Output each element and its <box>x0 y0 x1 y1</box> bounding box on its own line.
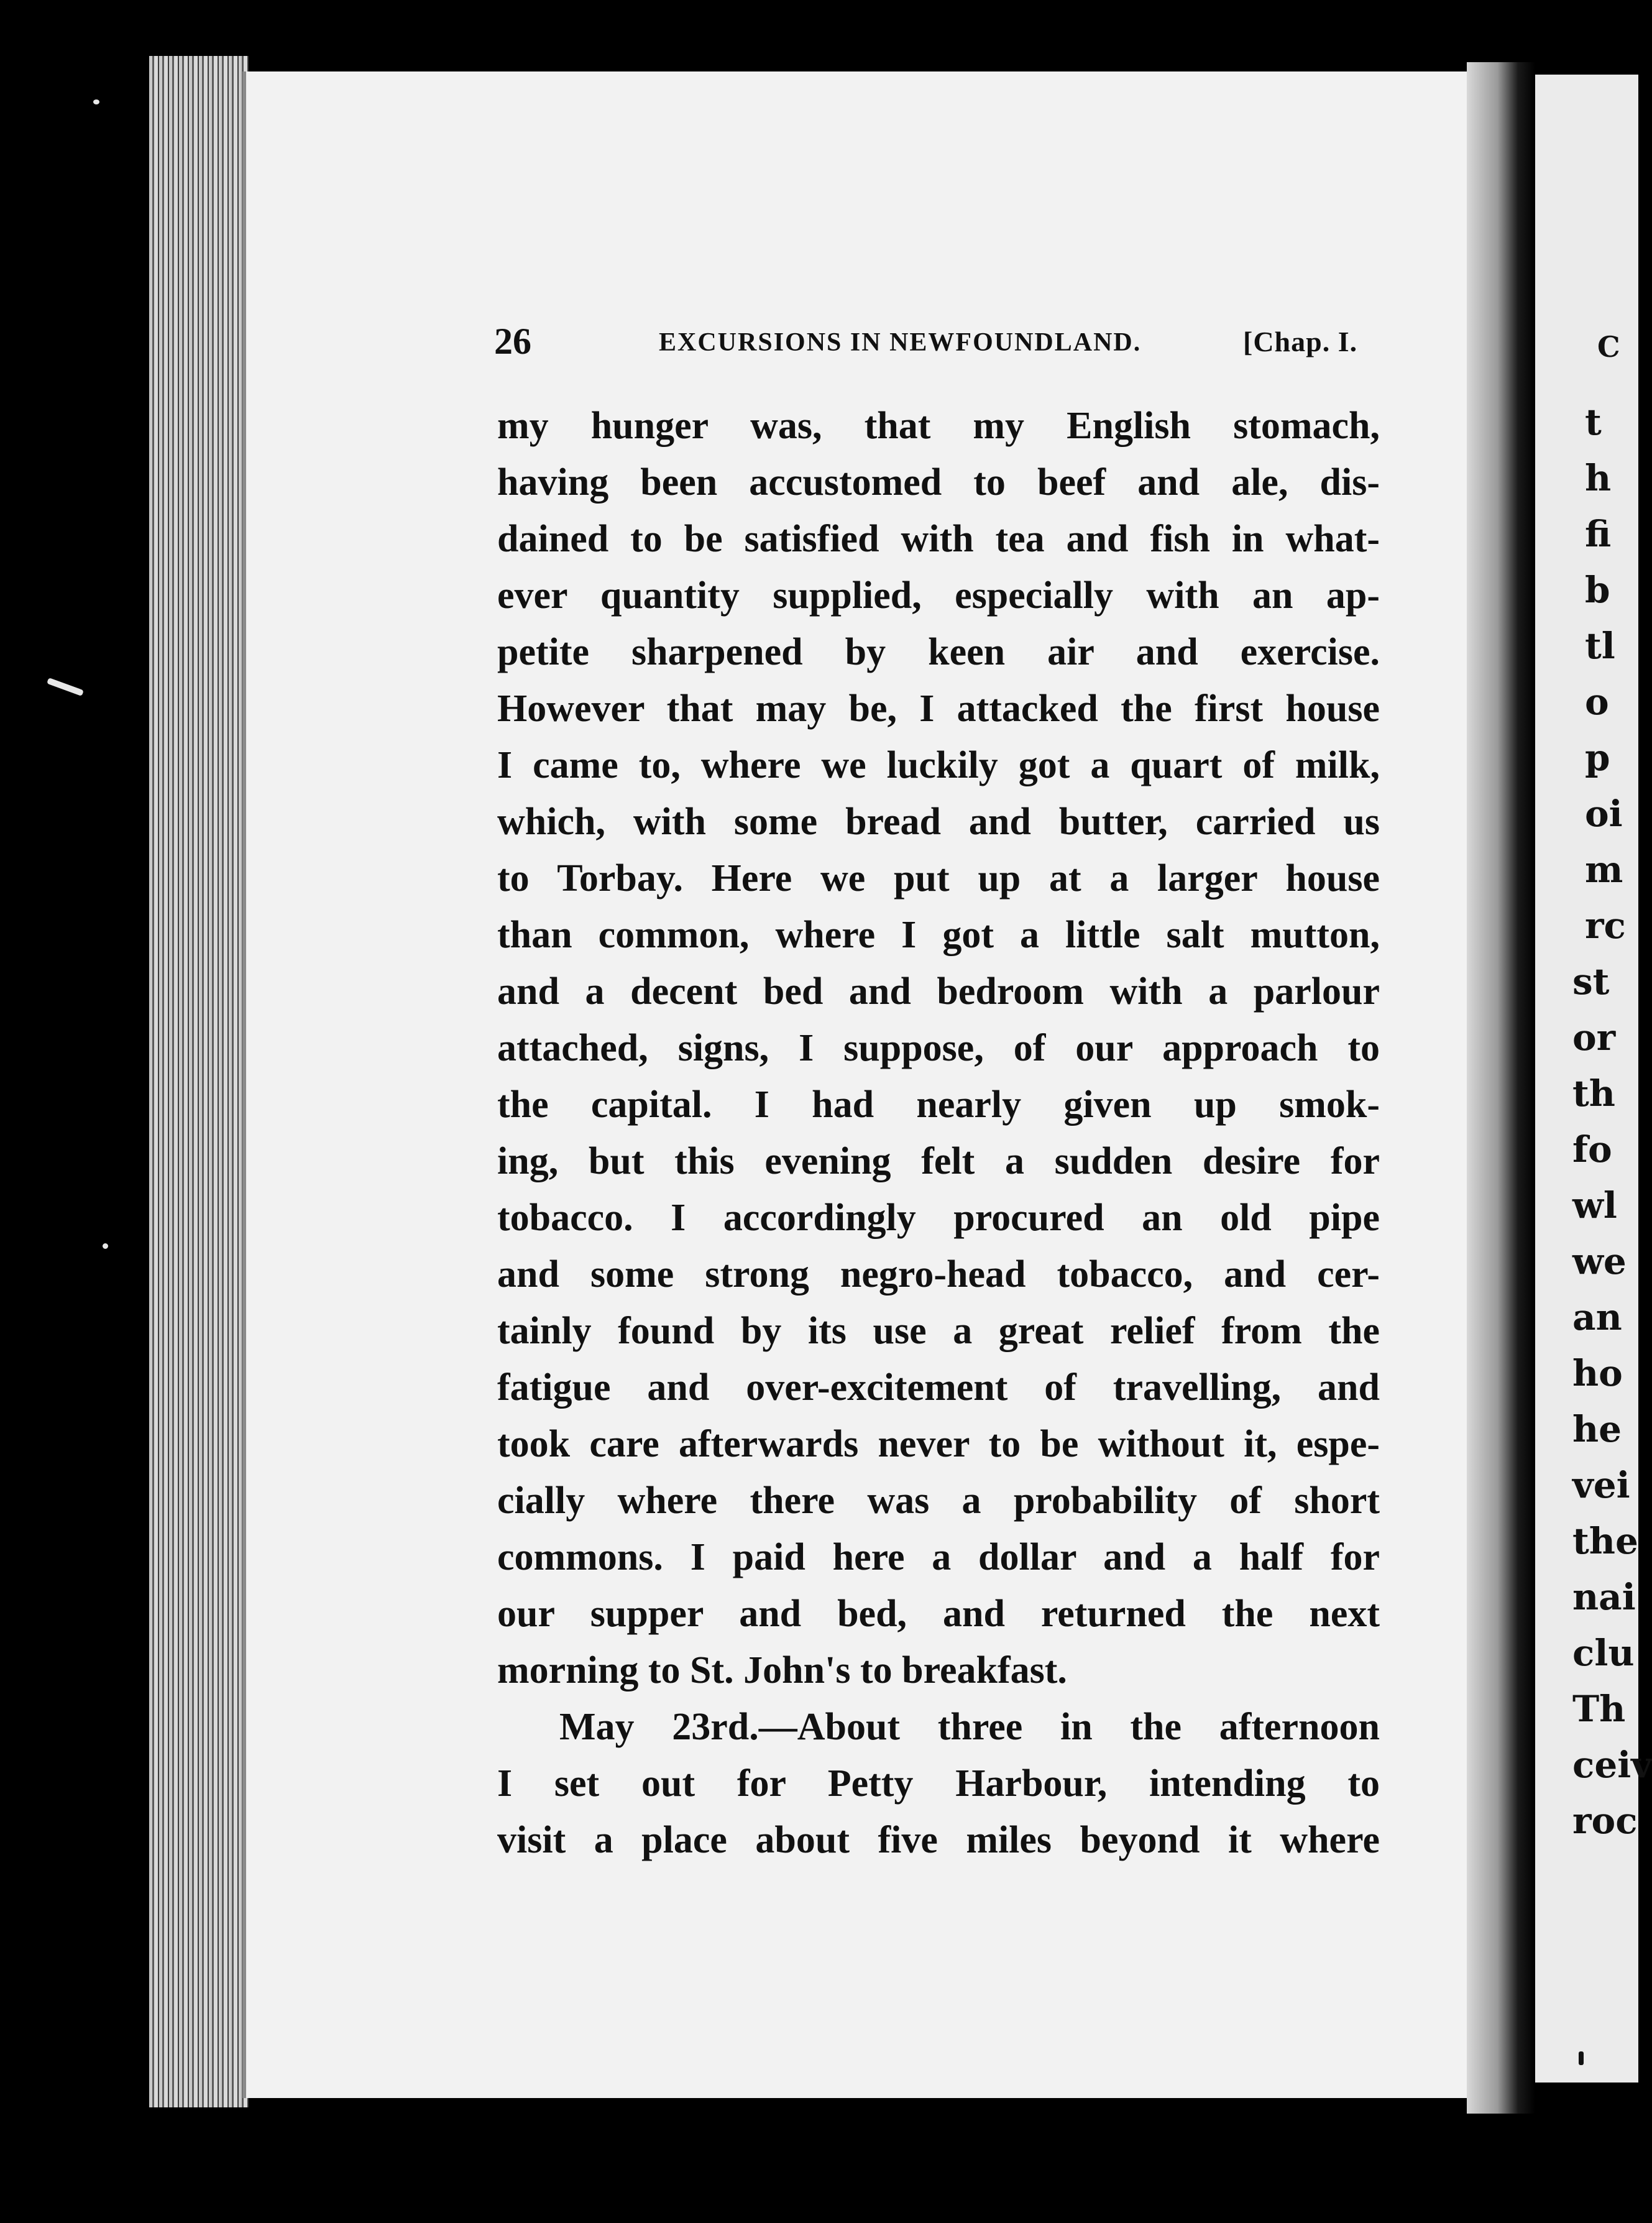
facing-page-fragment: C <box>1597 330 1620 364</box>
text-line: and a decent bed and bedroom with a parlour <box>497 970 1380 1013</box>
facing-page-fragment: b <box>1585 569 1610 611</box>
text-line: tobacco. I accordingly procured an old pipe <box>497 1197 1380 1239</box>
text-line: May 23rd.—About three in the afternoon <box>559 1706 1380 1748</box>
text-line: However that may be, I attacked the first house <box>497 688 1380 730</box>
facing-page-fragment: fi <box>1585 513 1612 555</box>
facing-page <box>1535 75 1652 2083</box>
book-page-edges <box>149 56 249 2107</box>
text-line: I came to, where we luckily got a quart of milk, <box>497 744 1380 786</box>
facing-page-fragment: st <box>1572 960 1610 1003</box>
scan-speck <box>47 678 84 696</box>
facing-page-fragment: Th <box>1572 1688 1626 1730</box>
facing-page-fragment: h <box>1585 457 1612 499</box>
facing-page-fragment: fo <box>1572 1128 1612 1171</box>
scan-speck <box>93 99 99 104</box>
facing-page-fragment: he <box>1572 1408 1622 1450</box>
text-line: fatigue and over-excitement of travelling, and <box>497 1366 1380 1409</box>
scan-speck <box>1579 2051 1584 2065</box>
text-line: cially where there was a probability of short <box>497 1480 1380 1522</box>
facing-page-fragment: o <box>1585 681 1609 723</box>
text-line: to Torbay. Here we put up at a larger house <box>497 857 1380 900</box>
text-line: took care afterwards never to be without it, espe- <box>497 1423 1380 1465</box>
text-line: I set out for Petty Harbour, intending to <box>497 1762 1380 1805</box>
text-line: which, with some bread and butter, carried us <box>497 801 1380 843</box>
text-line: petite sharpened by keen air and exercise. <box>497 631 1380 673</box>
text-line: having been accustomed to beef and ale, dis- <box>497 461 1380 504</box>
facing-page-fragment: wl <box>1572 1184 1617 1227</box>
facing-page-fragment: roc <box>1572 1800 1638 1842</box>
facing-page-fragment: p <box>1585 737 1610 779</box>
chapter-reference: [Chap. I. <box>1243 326 1358 357</box>
body-text <box>497 398 1380 1869</box>
text-line: my hunger was, that my English stomach, <box>497 405 1380 447</box>
text-line: attached, signs, I suppose, of our approach to <box>497 1027 1380 1069</box>
facing-page-fragment: rc <box>1585 904 1626 947</box>
text-line: than common, where I got a little salt mutton, <box>497 914 1380 956</box>
facing-page-fragment: nai <box>1572 1576 1636 1618</box>
facing-page-fragment: clu <box>1572 1632 1635 1674</box>
facing-page-fragment: oi <box>1585 793 1623 835</box>
text-line: the capital. I had nearly given up smok- <box>497 1084 1380 1126</box>
page-number: 26 <box>494 321 531 362</box>
facing-page-fragment: the <box>1572 1520 1638 1562</box>
facing-page-fragment: we <box>1572 1240 1627 1282</box>
facing-page-fragment: ceiv <box>1572 1744 1652 1786</box>
text-line: visit a place about five miles beyond it where <box>497 1819 1380 1861</box>
text-line: ing, but this evening felt a sudden desire for <box>497 1140 1380 1182</box>
facing-page-fragment: th <box>1572 1072 1615 1115</box>
text-line: commons. I paid here a dollar and a half for <box>497 1536 1380 1578</box>
facing-page-fragment: t <box>1585 401 1602 443</box>
facing-page-fragment: ho <box>1572 1352 1623 1394</box>
facing-page-fragment: m <box>1585 849 1623 891</box>
text-line: morning to St. John's to breakfast. <box>497 1649 1067 1691</box>
text-line: tainly found by its use a great relief from the <box>497 1310 1380 1352</box>
facing-page-fragment: an <box>1572 1296 1622 1338</box>
running-title: EXCURSIONS IN NEWFOUNDLAND. <box>659 328 1142 357</box>
scan-speck <box>103 1243 108 1249</box>
running-header <box>494 320 1377 370</box>
facing-page-fragment: or <box>1572 1016 1616 1059</box>
text-line: our supper and bed, and returned the next <box>497 1593 1380 1635</box>
text-line: ever quantity supplied, especially with an ap- <box>497 574 1380 617</box>
text-line: dained to be satisfied with tea and fish in what- <box>497 518 1380 560</box>
facing-page-fragment: tl <box>1585 625 1615 667</box>
facing-page-fragment: vei <box>1572 1464 1630 1506</box>
text-line: and some strong negro-head tobacco, and cer- <box>497 1253 1380 1296</box>
book-gutter <box>1467 62 1535 2114</box>
